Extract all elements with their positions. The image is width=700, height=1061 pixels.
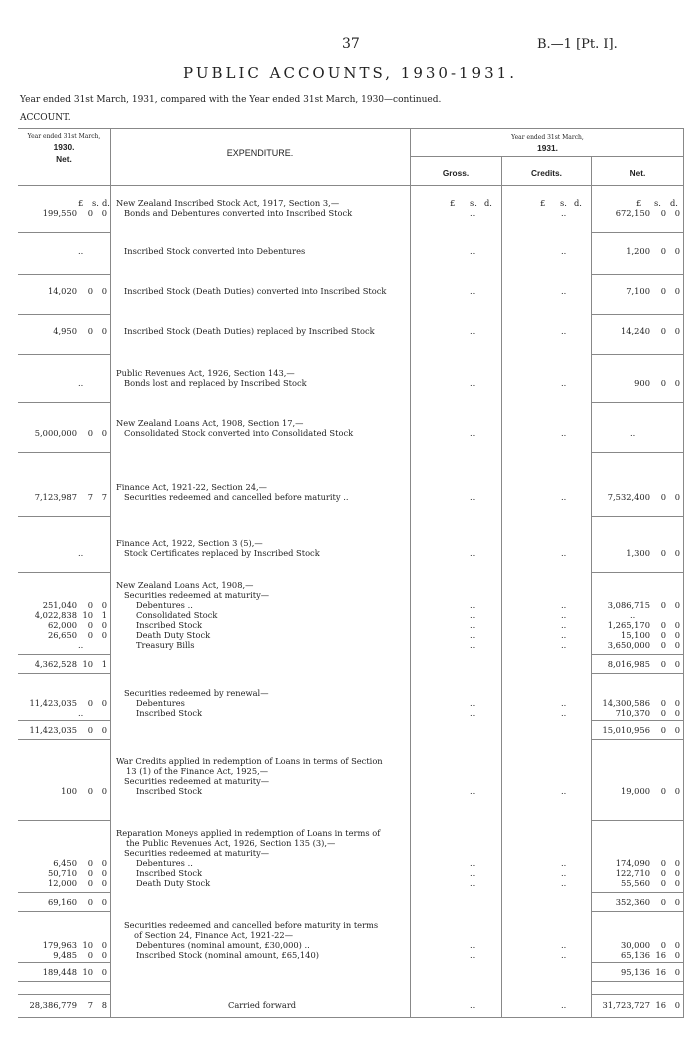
loans-item-2-net: .. [630, 610, 636, 620]
securities-item-2-prev-pounds: 9,485 [53, 950, 77, 960]
loans-item-3-credits-dots: .. [561, 620, 567, 630]
securities-total-net-pounds: 95,136 [620, 967, 650, 977]
loans-total-prev-pence: 1 [101, 659, 107, 669]
col-divider-prev [110, 128, 111, 1018]
reparation-item-2-net-pence: 0 [674, 868, 680, 878]
renewal-item-1-gross-dots: .. [470, 698, 476, 708]
row-1-desc: Bonds and Debentures converted into Inscribed Stock [124, 208, 353, 218]
row-4-prev-shillings: 0 [87, 326, 93, 336]
renewal-item-1-net-pounds: 14,300,586 [602, 698, 650, 708]
row-6-net: .. [630, 428, 636, 438]
row-4-gross-dots: .. [470, 326, 476, 336]
row-1-net-pence: 0 [674, 208, 680, 218]
row-3-desc: Inscribed Stock (Death Duties) converted into Inscribed Stock [124, 286, 387, 296]
reparation-item-1-gross-dots: .. [470, 858, 476, 868]
row-3-net-shillings: 0 [660, 286, 666, 296]
reparation-item-3-net-pence: 0 [674, 878, 680, 888]
row-5-net-shillings: 0 [660, 378, 666, 388]
loans-item-1-gross-dots: .. [470, 600, 476, 610]
reparation-total-rule-net [592, 892, 684, 893]
row-8-net-pence: 0 [674, 548, 680, 558]
war-credits-line-4: Inscribed Stock [136, 786, 203, 796]
loans-item-1-prev-pence: 0 [101, 600, 107, 610]
reparation-item-2-gross-dots: .. [470, 868, 476, 878]
renewal-item-2-prev: .. [78, 708, 84, 718]
loans-sub: Securities redeemed at maturity— [124, 590, 270, 600]
reparation-total-net-shillings: 0 [660, 897, 666, 907]
row-2-gross-dots: .. [470, 246, 476, 256]
row-7-net-pounds: 7,532,400 [607, 492, 650, 502]
carried-forward-net-pence: 0 [674, 1000, 680, 1010]
row-7-prev-shillings: 7 [87, 492, 93, 502]
loans-item-3-label: Inscribed Stock [136, 620, 203, 630]
reparation-total-prev-pence: 0 [101, 897, 107, 907]
header-rule [18, 185, 684, 186]
securities-item-1-net-pounds: 30,000 [620, 940, 650, 950]
loans-item-4-label: Death Duty Stock [136, 630, 211, 640]
reparation-line-2: the Public Revenues Act, 1926, Section 135 (3),— [126, 838, 336, 848]
row-4-rule-prev [18, 354, 110, 355]
securities-total-prev-pounds: 189,448 [42, 967, 77, 977]
loans-total-prev-pounds: 4,362,528 [34, 659, 77, 669]
loans-item-5-net-pence: 0 [674, 640, 680, 650]
row-3-prev-pounds: 14,020 [47, 286, 77, 296]
row-3-gross-dots: .. [470, 286, 476, 296]
row-7-head: Finance Act, 1921-22, Section 24,— [116, 482, 267, 492]
row-6-prev-pounds: 5,000,000 [34, 428, 77, 438]
securities-item-1-credits-dots: .. [561, 940, 567, 950]
row-1-net-shillings: 0 [660, 208, 666, 218]
reparation-item-2-label: Inscribed Stock [136, 868, 203, 878]
row-2-net-pounds: 1,200 [626, 246, 650, 256]
row-6-prev-shillings: 0 [87, 428, 93, 438]
reparation-item-3-net-pounds: 55,560 [620, 878, 650, 888]
reparation-item-1-net-shillings: 0 [660, 858, 666, 868]
reparation-item-3-net-shillings: 0 [660, 878, 666, 888]
loans-item-1-net-shillings: 0 [660, 600, 666, 610]
loans-item-5-net-shillings: 0 [660, 640, 666, 650]
row-5-net-pence: 0 [674, 378, 680, 388]
loans-item-4-prev-pounds: 26,650 [47, 630, 77, 640]
unit-pound-net: £ [636, 198, 642, 208]
row-6-prev-pence: 0 [101, 428, 107, 438]
war-credits-gross-dots: .. [470, 786, 476, 796]
unit-shilling-net: s. [654, 198, 661, 208]
carried-forward-prev-pence: 8 [101, 1000, 107, 1010]
unit-pence-credits: d. [574, 198, 582, 208]
securities-item-2-gross-dots: .. [470, 950, 476, 960]
securities-line-2: of Section 24, Finance Act, 1921-22— [134, 930, 293, 940]
reparation-item-2-net-shillings: 0 [660, 868, 666, 878]
unit-shilling-prev: s. [92, 198, 99, 208]
loans-item-2-prev-pence: 1 [101, 610, 107, 620]
securities-item-1-net-pence: 0 [674, 940, 680, 950]
securities-item-2-prev-shillings: 0 [87, 950, 93, 960]
top-rule [18, 128, 684, 129]
reparation-total-under-prev [18, 911, 110, 912]
securities-item-1-prev-pence: 0 [101, 940, 107, 950]
renewal-item-1-prev-pounds: 11,423,035 [29, 698, 77, 708]
renewal-item-2-credits-dots: .. [561, 708, 567, 718]
row-1-prev-pence: 0 [101, 208, 107, 218]
row-8-desc: Stock Certificates replaced by Inscribed Stock [124, 548, 320, 558]
col-divider-right [683, 128, 684, 1018]
unit-pence-prev: d. [102, 198, 110, 208]
renewal-total-under-prev [18, 739, 110, 740]
war-credits-prev-pounds: 100 [61, 786, 77, 796]
row-7-rule-net [592, 516, 684, 517]
header-net: Net. [629, 168, 646, 178]
row-1-head: New Zealand Inscribed Stock Act, 1917, Section 3,— [116, 198, 340, 208]
loans-item-4-prev-pence: 0 [101, 630, 107, 640]
row-8-gross-dots: .. [470, 548, 476, 558]
securities-item-1-label: Debentures (nominal amount, £30,000) .. [136, 940, 310, 950]
header-prev-year-num: 1930. [53, 142, 75, 152]
reparation-item-2-prev-shillings: 0 [87, 868, 93, 878]
loans-head: New Zealand Loans Act, 1908,— [116, 580, 254, 590]
row-5-gross-dots: .. [470, 378, 476, 388]
row-7-net-pence: 0 [674, 492, 680, 502]
renewal-total-net-pence: 0 [674, 725, 680, 735]
row-5-prev: .. [78, 378, 84, 388]
unit-pence-net: d. [670, 198, 678, 208]
renewal-total-rule-prev [18, 720, 110, 721]
loans-item-2-prev-pounds: 4,022,838 [34, 610, 77, 620]
securities-total-rule-prev [18, 962, 110, 963]
row-3-rule-net [592, 314, 684, 315]
row-2-net-shillings: 0 [660, 246, 666, 256]
row-4-prev-pence: 0 [101, 326, 107, 336]
loans-item-3-net-pounds: 1,265,170 [607, 620, 650, 630]
renewal-head: Securities redeemed by renewal— [124, 688, 269, 698]
unit-pound-prev: £ [78, 198, 84, 208]
header-curr-year: Year ended 31st March, [511, 134, 584, 141]
war-credits-prev-shillings: 0 [87, 786, 93, 796]
loans-item-4-net-pence: 0 [674, 630, 680, 640]
row-8-head: Finance Act, 1922, Section 3 (5),— [116, 538, 263, 548]
renewal-item-2-net-shillings: 0 [660, 708, 666, 718]
carried-forward-net-pounds: 31,723,727 [602, 1000, 650, 1010]
row-1-rule-net [592, 232, 684, 233]
securities-item-2-net-shillings: 16 [655, 950, 666, 960]
unit-shilling-credits: s. [560, 198, 567, 208]
loans-item-1-credits-dots: .. [561, 600, 567, 610]
securities-total-prev-shillings: 10 [82, 967, 93, 977]
reparation-line-3: Securities redeemed at maturity— [124, 848, 270, 858]
account-table [18, 128, 684, 1018]
row-4-credits-dots: .. [561, 326, 567, 336]
reparation-item-1-net-pounds: 174,090 [615, 858, 650, 868]
war-credits-credits-dots: .. [561, 786, 567, 796]
securities-item-1-net-shillings: 0 [660, 940, 666, 950]
row-6-head: New Zealand Loans Act, 1908, Section 17,— [116, 418, 304, 428]
row-7-rule-prev [18, 516, 110, 517]
carried-forward-net-shillings: 16 [655, 1000, 666, 1010]
renewal-total-net-pounds: 15,010,956 [602, 725, 650, 735]
carried-forward-prev-pounds: 28,386,779 [29, 1000, 77, 1010]
loans-item-5-label: Treasury Bills [136, 640, 195, 650]
unit-pound-gross: £ [450, 198, 456, 208]
row-5-rule-net [592, 402, 684, 403]
renewal-item-1-prev-pence: 0 [101, 698, 107, 708]
row-7-credits-dots: .. [561, 492, 567, 502]
loans-item-3-prev-pence: 0 [101, 620, 107, 630]
header-credits: Credits. [531, 168, 562, 178]
loans-item-5-credits-dots: .. [561, 640, 567, 650]
reparation-item-3-prev-shillings: 0 [87, 878, 93, 888]
renewal-item-1-credits-dots: .. [561, 698, 567, 708]
securities-item-2-credits-dots: .. [561, 950, 567, 960]
row-6-rule-prev [18, 452, 110, 453]
row-5-desc: Bonds lost and replaced by Inscribed Stock [124, 378, 307, 388]
row-3-net-pence: 0 [674, 286, 680, 296]
row-7-prev-pounds: 7,123,987 [34, 492, 77, 502]
renewal-item-2-label: Inscribed Stock [136, 708, 203, 718]
reparation-item-1-credits-dots: .. [561, 858, 567, 868]
row-3-credits-dots: .. [561, 286, 567, 296]
row-7-prev-pence: 7 [101, 492, 107, 502]
securities-total-net-shillings: 16 [655, 967, 666, 977]
securities-item-1-prev-pounds: 179,963 [42, 940, 77, 950]
reparation-total-net-pounds: 352,360 [615, 897, 650, 907]
loans-total-net-shillings: 0 [660, 659, 666, 669]
row-8-prev: .. [78, 548, 84, 558]
row-6-desc: Consolidated Stock converted into Consolidated Stock [124, 428, 354, 438]
loans-item-3-gross-dots: .. [470, 620, 476, 630]
loans-item-1-prev-pounds: 251,040 [42, 600, 77, 610]
renewal-item-1-label: Debentures [136, 698, 185, 708]
renewal-total-under-net [592, 739, 684, 740]
reparation-item-3-prev-pounds: 12,000 [47, 878, 77, 888]
row-2-prev: .. [78, 246, 84, 256]
renewal-total-net-shillings: 0 [660, 725, 666, 735]
renewal-item-2-net-pence: 0 [674, 708, 680, 718]
row-6-gross-dots: .. [470, 428, 476, 438]
war-credits-net-pounds: 19,000 [620, 786, 650, 796]
loans-item-2-label: Consolidated Stock [136, 610, 218, 620]
loans-item-3-prev-pounds: 62,000 [47, 620, 77, 630]
loans-item-1-label: Debentures .. [136, 600, 193, 610]
loans-item-3-net-pence: 0 [674, 620, 680, 630]
header-prev-year: Year ended 31st March, [27, 133, 101, 140]
reparation-item-3-prev-pence: 0 [101, 878, 107, 888]
renewal-item-1-net-shillings: 0 [660, 698, 666, 708]
header-prev-net: Net. [56, 154, 72, 164]
reparation-item-2-prev-pounds: 50,710 [47, 868, 77, 878]
securities-total-under-net [592, 981, 684, 982]
reparation-total-net-pence: 0 [674, 897, 680, 907]
reparation-item-1-prev-pounds: 6,450 [53, 858, 77, 868]
loans-item-4-gross-dots: .. [470, 630, 476, 640]
carried-forward-gross-dots: .. [470, 1000, 476, 1010]
war-credits-line-1: War Credits applied in redemption of Loans in terms of Section [116, 756, 383, 766]
loans-item-4-credits-dots: .. [561, 630, 567, 640]
subheader-rule [411, 156, 684, 157]
reparation-item-1-prev-shillings: 0 [87, 858, 93, 868]
loans-total-prev-shillings: 10 [82, 659, 93, 669]
loans-item-1-net-pence: 0 [674, 600, 680, 610]
loans-item-2-gross-dots: .. [470, 610, 476, 620]
reparation-line-1: Reparation Moneys applied in redemption of Loans in terms of [116, 828, 381, 838]
renewal-total-rule-net [592, 720, 684, 721]
row-1-gross-dots: .. [470, 208, 476, 218]
renewal-total-prev-pounds: 11,423,035 [29, 725, 77, 735]
renewal-item-2-net-pounds: 710,370 [615, 708, 650, 718]
col-divider-gross [501, 156, 502, 1018]
securities-total-rule-net [592, 962, 684, 963]
row-2-net-pence: 0 [674, 246, 680, 256]
war-credits-net-pence: 0 [674, 786, 680, 796]
carried-forward-prev-shillings: 7 [87, 1000, 93, 1010]
loans-item-4-prev-shillings: 0 [87, 630, 93, 640]
securities-item-2-net-pence: 0 [674, 950, 680, 960]
row-7-desc: Securities redeemed and cancelled before maturity .. [124, 492, 349, 502]
securities-total-prev-pence: 0 [101, 967, 107, 977]
row-4-rule-net [592, 354, 684, 355]
reparation-total-under-net [592, 911, 684, 912]
subtitle: Year ended 31st March, 1931, compared with the Year ended 31st March, 1930—continued. [20, 95, 442, 105]
securities-total-net-pence: 0 [674, 967, 680, 977]
loans-item-1-net-pounds: 3,086,715 [607, 600, 650, 610]
row-7-gross-dots: .. [470, 492, 476, 502]
loans-item-5-net-pounds: 3,650,000 [607, 640, 650, 650]
carried-rule-prev [18, 994, 110, 995]
reparation-total-prev-shillings: 0 [87, 897, 93, 907]
securities-item-2-label: Inscribed Stock (nominal amount, £65,140) [136, 950, 319, 960]
carried-forward-label: Carried forward [228, 1000, 297, 1010]
row-2-rule-prev [18, 274, 110, 275]
row-4-prev-pounds: 4,950 [53, 326, 77, 336]
war-credits-net-shillings: 0 [660, 786, 666, 796]
row-4-desc: Inscribed Stock (Death Duties) replaced by Inscribed Stock [124, 326, 375, 336]
securities-item-2-prev-pence: 0 [101, 950, 107, 960]
securities-item-1-prev-shillings: 10 [82, 940, 93, 950]
reparation-total-rule-prev [18, 892, 110, 893]
reparation-item-3-label: Death Duty Stock [136, 878, 211, 888]
loans-item-2-credits-dots: .. [561, 610, 567, 620]
loans-item-5-gross-dots: .. [470, 640, 476, 650]
bottom-rule [18, 1017, 684, 1018]
page-title: PUBLIC ACCOUNTS, 1930-1931. [183, 64, 517, 82]
reparation-item-3-credits-dots: .. [561, 878, 567, 888]
war-credits-line-2: 13 (1) of the Finance Act, 1925,— [126, 766, 269, 776]
reparation-item-2-net-pounds: 122,710 [615, 868, 650, 878]
loans-total-rule-net [592, 654, 684, 655]
reparation-item-2-prev-pence: 0 [101, 868, 107, 878]
row-3-rule-prev [18, 314, 110, 315]
row-5-net-pounds: 900 [634, 378, 650, 388]
row-6-rule-net [592, 452, 684, 453]
row-6-credits-dots: .. [561, 428, 567, 438]
header-gross: Gross. [442, 168, 470, 178]
renewal-item-2-gross-dots: .. [470, 708, 476, 718]
row-2-credits-dots: .. [561, 246, 567, 256]
row-8-net-pounds: 1,300 [626, 548, 650, 558]
account-label: ACCOUNT. [20, 113, 71, 123]
row-7-net-shillings: 0 [660, 492, 666, 502]
reparation-item-1-label: Debentures .. [136, 858, 193, 868]
unit-shilling-gross: s. [470, 198, 477, 208]
row-5-credits-dots: .. [561, 378, 567, 388]
loans-total-under-net [592, 673, 684, 674]
securities-line-1: Securities redeemed and cancelled before maturity in terms [124, 920, 379, 930]
carried-rule-net [592, 994, 684, 995]
renewal-item-1-prev-shillings: 0 [87, 698, 93, 708]
war-credits-line-3: Securities redeemed at maturity— [124, 776, 270, 786]
loans-total-net-pounds: 8,016,985 [607, 659, 650, 669]
reparation-item-2-credits-dots: .. [561, 868, 567, 878]
war-credits-prev-pence: 0 [101, 786, 107, 796]
row-2-rule-net [592, 274, 684, 275]
reparation-item-1-net-pence: 0 [674, 858, 680, 868]
row-2-desc: Inscribed Stock converted into Debentures [124, 246, 306, 256]
row-1-credits-dots: .. [561, 208, 567, 218]
loans-item-2-prev-shillings: 10 [82, 610, 93, 620]
unit-pence-gross: d. [484, 198, 492, 208]
row-8-rule-prev [18, 572, 110, 573]
col-divider-expenditure [410, 128, 411, 1018]
securities-item-2-net-pounds: 65,136 [620, 950, 650, 960]
loans-item-4-net-shillings: 0 [660, 630, 666, 640]
row-1-prev-pounds: 199,550 [42, 208, 77, 218]
row-3-net-pounds: 7,100 [626, 286, 650, 296]
reparation-item-3-gross-dots: .. [470, 878, 476, 888]
row-5-head: Public Revenues Act, 1926, Section 143,— [116, 368, 295, 378]
loans-total-net-pence: 0 [674, 659, 680, 669]
row-4-net-pounds: 14,240 [620, 326, 650, 336]
page-number: 37 [342, 36, 360, 52]
reparation-total-prev-pounds: 69,160 [47, 897, 77, 907]
row-4-net-shillings: 0 [660, 326, 666, 336]
loans-item-3-net-shillings: 0 [660, 620, 666, 630]
loans-item-1-prev-shillings: 0 [87, 600, 93, 610]
renewal-total-prev-pence: 0 [101, 725, 107, 735]
reparation-item-1-prev-pence: 0 [101, 858, 107, 868]
war-rule-prev [18, 820, 110, 821]
renewal-item-1-net-pence: 0 [674, 698, 680, 708]
row-1-rule-prev [18, 232, 110, 233]
row-3-prev-shillings: 0 [87, 286, 93, 296]
securities-total-under-prev [18, 981, 110, 982]
row-8-net-shillings: 0 [660, 548, 666, 558]
header-expenditure: EXPENDITURE. [226, 148, 294, 158]
loans-item-4-net-pounds: 15,100 [620, 630, 650, 640]
row-5-rule-prev [18, 402, 110, 403]
row-1-prev-shillings: 0 [87, 208, 93, 218]
row-4-net-pence: 0 [674, 326, 680, 336]
securities-item-1-gross-dots: .. [470, 940, 476, 950]
war-rule-net [592, 820, 684, 821]
row-1-net-pounds: 672,150 [615, 208, 650, 218]
loans-item-3-prev-shillings: 0 [87, 620, 93, 630]
loans-total-rule-prev [18, 654, 110, 655]
header-curr-year-num: 1931. [537, 143, 558, 153]
document-reference: B.—1 [Pt. I]. [537, 37, 618, 52]
row-8-rule-net [592, 572, 684, 573]
row-8-credits-dots: .. [561, 548, 567, 558]
loans-item-5-prev: .. [78, 640, 84, 650]
unit-pound-credits: £ [540, 198, 546, 208]
carried-forward-credits-dots: .. [561, 1000, 567, 1010]
renewal-total-prev-shillings: 0 [87, 725, 93, 735]
loans-total-under-prev [18, 673, 110, 674]
row-3-prev-pence: 0 [101, 286, 107, 296]
